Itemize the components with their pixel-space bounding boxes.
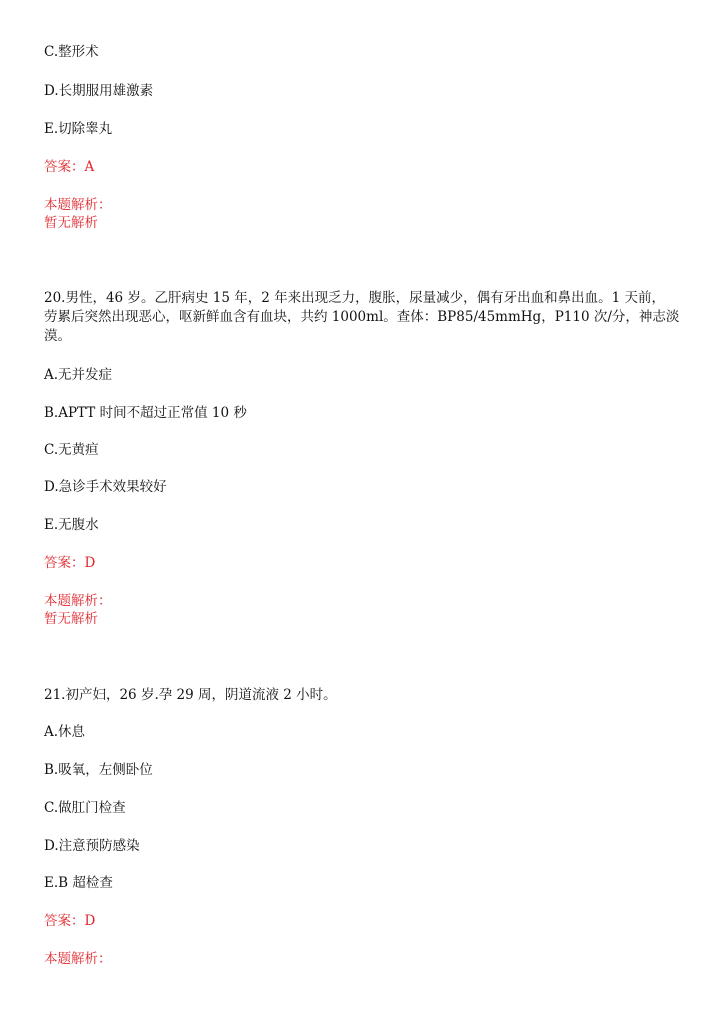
- question-21-analysis-label: 本题解析：: [44, 951, 112, 967]
- question-21-option-e: E.B 超检查: [44, 875, 113, 891]
- analysis-label: 本题解析：: [44, 197, 112, 213]
- question-21-answer: 答案：D: [44, 913, 96, 929]
- question-21-stem: 21.初产妇，26 岁.孕 29 周，阴道流液 2 小时。: [44, 687, 337, 703]
- option-e: E.切除睾丸: [44, 121, 113, 137]
- option-d: D.长期服用雄激素: [44, 83, 154, 99]
- question-20-option-d: D.急诊手术效果较好: [44, 479, 167, 495]
- question-21-option-d: D.注意预防感染: [44, 838, 140, 854]
- question-20-option-c: C.无黄疸: [44, 442, 99, 458]
- question-20-stem-line-2: 劳累后突然出现恶心，呕新鲜血含有血块，共约 1000ml。查体：BP85/45mmHg，P110 次/分，神志淡: [44, 309, 680, 325]
- option-c: C.整形术: [44, 44, 99, 60]
- question-20-stem-line-3: 漠。: [44, 328, 71, 344]
- question-20-option-b: B.APTT 时间不超过正常值 10 秒: [44, 405, 247, 421]
- question-20-stem-line-1: 20.男性，46 岁。乙肝病史 15 年，2 年来出现乏力，腹胀，尿量减少，偶有牙出血和鼻出血。1 天前，: [44, 290, 665, 306]
- analysis-text: 暂无解析: [44, 215, 98, 231]
- question-20-answer: 答案：D: [44, 555, 96, 571]
- question-20-analysis-text: 暂无解析: [44, 611, 98, 627]
- question-20-option-a: A.无并发症: [44, 367, 113, 383]
- question-21-option-b: B.吸氧，左侧卧位: [44, 762, 153, 778]
- answer-label: 答案：A: [44, 159, 95, 175]
- question-21-option-c: C.做肛门检查: [44, 800, 126, 816]
- question-20-analysis-label: 本题解析：: [44, 593, 112, 609]
- question-21-option-a: A.休息: [44, 724, 86, 740]
- question-20-option-e: E.无腹水: [44, 517, 99, 533]
